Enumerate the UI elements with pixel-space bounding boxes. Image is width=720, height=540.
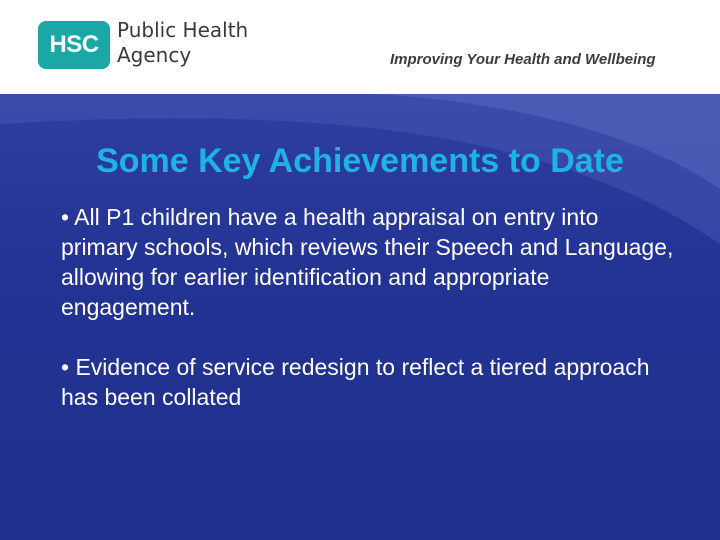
bullet-item-2: • Evidence of service redesign to reflect a tiered approach has been collated bbox=[61, 354, 650, 410]
hsc-logo-badge: HSC bbox=[38, 21, 110, 69]
organisation-name-line-1: Public Health bbox=[117, 18, 249, 42]
organisation-name bbox=[117, 18, 248, 68]
slide-title: Some Key Achievements to Date bbox=[96, 142, 624, 180]
organisation-name-line-2: Agency bbox=[117, 43, 192, 67]
bullet-list bbox=[61, 202, 681, 442]
tagline: Improving Your Health and Wellbeing bbox=[390, 51, 656, 68]
slide-body bbox=[0, 94, 720, 540]
header-bar bbox=[0, 0, 720, 94]
bullet-item-1: • All P1 children have a health appraisal on entry into primary schools, which reviews their Speech and Language, allowing for earlier identification and appropriate engagement. bbox=[61, 204, 674, 320]
